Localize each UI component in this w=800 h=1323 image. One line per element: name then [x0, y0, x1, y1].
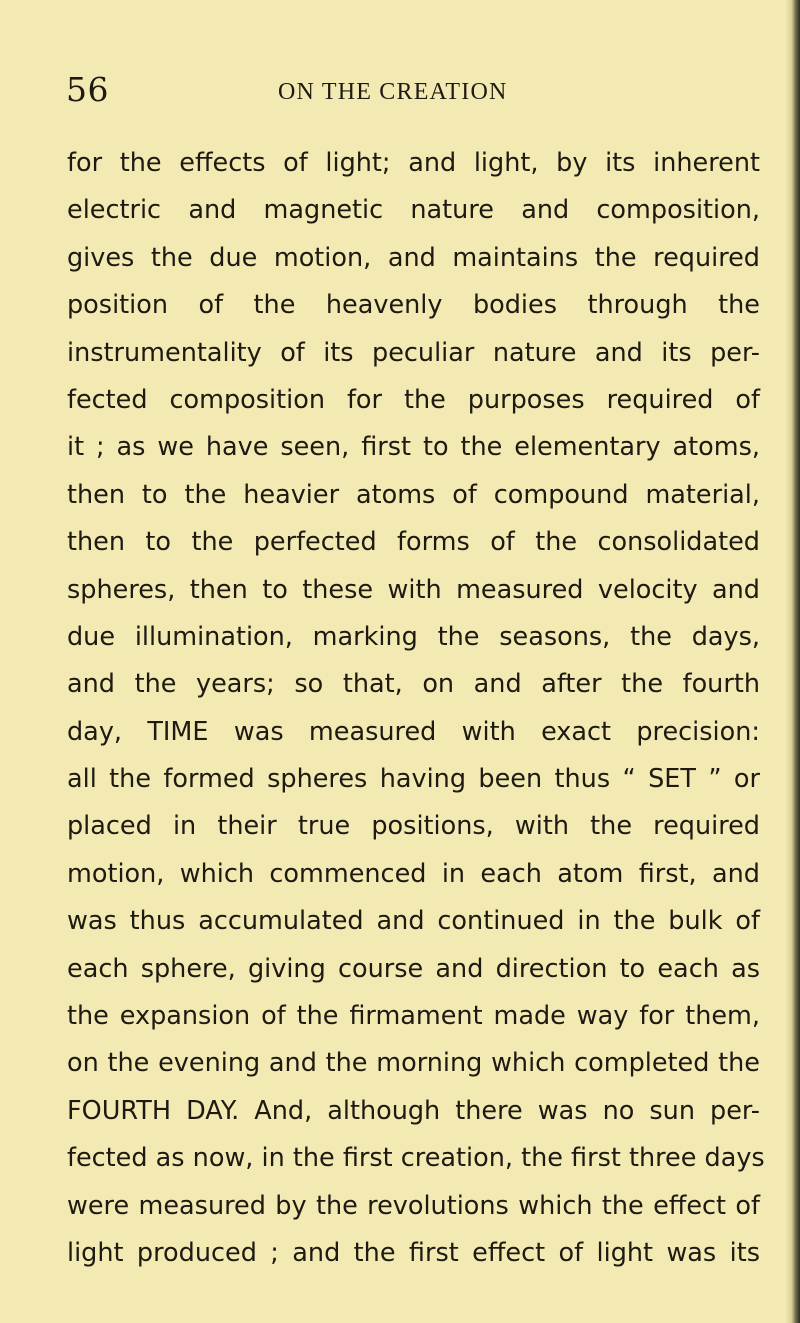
page-number: 56 [66, 70, 109, 109]
text-line: for the effects of light; and light, by its inherent [67, 148, 760, 178]
text-line: then to the heavier atoms of compound material, [67, 479, 760, 510]
text-line: the expansion of the firmament made way for them, [67, 1001, 760, 1032]
text-line: was thus accumulated and continued in the bulk of [67, 906, 760, 937]
text-line: motion, which commenced in each atom first, and [67, 858, 760, 889]
text-line: day, TIME was measured with exact precision: [67, 716, 760, 747]
text-line: were measured by the revolutions which the effect of [67, 1190, 760, 1221]
text-line: all the formed spheres having been thus “ SET ” or [67, 764, 760, 795]
text-line: electric and magnetic nature and composition, [67, 195, 760, 226]
text-line: gives the due motion, and maintains the required [67, 242, 760, 273]
text-line: fected as now, in the first creation, the first three days [67, 1143, 765, 1174]
page-header [66, 70, 762, 120]
text-line: fected composition for the purposes required of [67, 384, 760, 415]
text-line: due illumination, marking the seasons, the days, [67, 621, 760, 652]
text-line: and the years; so that, on and after the fourth [67, 669, 760, 700]
text-line: placed in their true positions, with the required [67, 811, 760, 842]
text-line: on the evening and the morning which completed the [67, 1048, 760, 1079]
text-line: then to the perfected forms of the consolidated [67, 527, 760, 558]
page-edge-shadow [786, 0, 800, 1323]
text-line: each sphere, giving course and direction to each as [67, 953, 760, 984]
text-line: spheres, then to these with measured velocity and [67, 574, 760, 605]
text-line: instrumentality of its peculiar nature and its per- [67, 337, 760, 368]
running-head: ON THE CREATION [278, 79, 508, 105]
body-text [67, 140, 765, 1277]
text-line: light produced ; and the first effect of light was its [67, 1237, 760, 1268]
text-line: it ; as we have seen, first to the elementary atoms, [67, 432, 760, 463]
text-line: position of the heavenly bodies through the [67, 290, 760, 321]
text-line: FOURTH DAY. And, although there was no sun per- [67, 1095, 760, 1126]
